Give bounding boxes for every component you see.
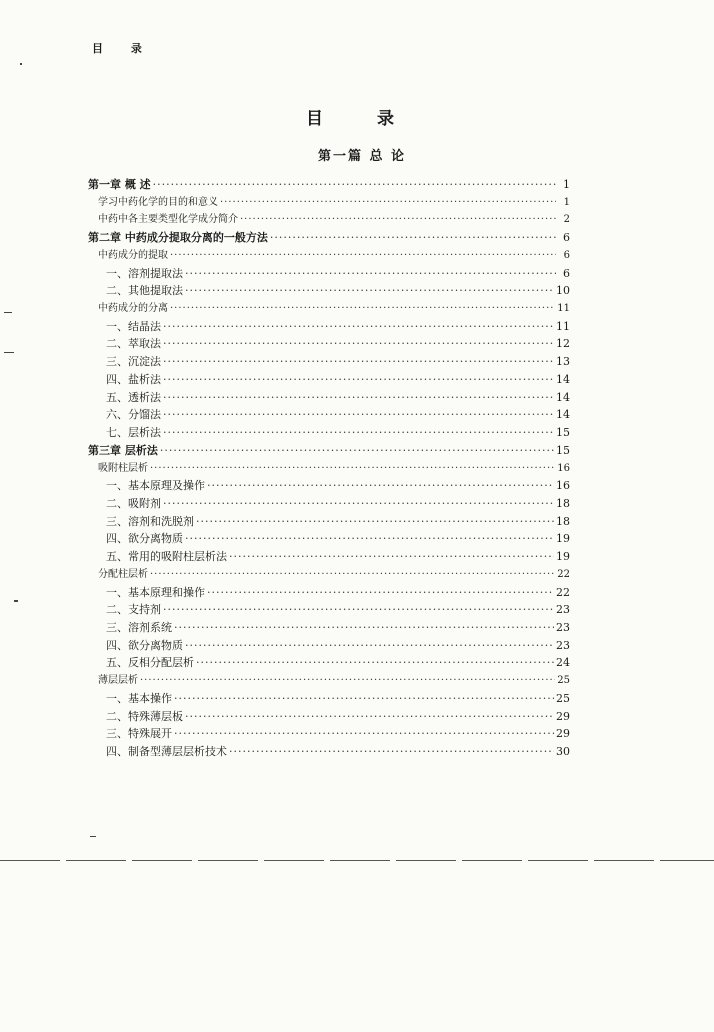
toc-subsection[interactable]	[88, 601, 570, 619]
toc-leader-dots	[163, 318, 554, 336]
toc-subsection[interactable]	[88, 690, 570, 708]
toc-leader-dots	[163, 424, 554, 442]
toc-entry-label: 二、吸附剂	[106, 496, 161, 510]
toc-subsection[interactable]	[88, 495, 570, 513]
toc-section[interactable]	[88, 300, 570, 318]
toc-leader-dots	[163, 371, 554, 389]
toc-leader-dots	[170, 300, 555, 318]
toc-page-number: 16	[557, 462, 570, 474]
toc-subsection[interactable]	[88, 654, 570, 672]
toc-entry-label: 六、分馏法	[106, 408, 161, 422]
toc-section[interactable]	[88, 211, 570, 229]
toc-entry-label: 第三章 层析法	[88, 443, 158, 457]
toc-subsection[interactable]	[88, 743, 570, 761]
toc-page-number: 22	[556, 585, 570, 599]
toc-page-number: 25	[556, 691, 570, 705]
toc-leader-dots	[207, 584, 554, 602]
toc-leader-dots	[163, 495, 554, 513]
toc-leader-dots	[150, 566, 555, 584]
toc-page-number: 23	[556, 620, 570, 634]
toc-page-number: 1	[563, 196, 570, 208]
toc-subsection[interactable]	[88, 637, 570, 655]
toc-subsection[interactable]	[88, 282, 570, 300]
toc-entry-label: 第一章 概 述	[88, 178, 151, 191]
toc-leader-dots	[185, 265, 556, 283]
toc-leader-dots	[160, 442, 554, 460]
toc-leader-dots	[174, 619, 554, 637]
toc-section[interactable]	[88, 672, 570, 690]
toc-entry-label: 一、基本操作	[106, 691, 172, 705]
toc-subsection[interactable]	[88, 477, 570, 495]
toc-leader-dots	[220, 194, 556, 212]
toc-leader-dots	[140, 672, 555, 690]
toc-subsection[interactable]	[88, 424, 570, 442]
toc-page-number: 10	[556, 284, 570, 298]
toc-leader-dots	[163, 335, 554, 353]
part-title: 第一篇 总 论	[317, 149, 407, 164]
toc-entry-label: 学习中药化学的目的和意义	[98, 196, 218, 208]
toc-page-number: 2	[563, 214, 570, 226]
toc-page-number: 14	[556, 390, 570, 404]
toc-leader-dots	[196, 654, 554, 672]
toc-page-number: 6	[563, 266, 570, 280]
page-title: 目 录	[306, 109, 418, 129]
toc-section[interactable]	[88, 247, 570, 265]
toc-page-number: 19	[556, 532, 570, 546]
toc-subsection[interactable]	[88, 353, 570, 371]
scan-speck	[90, 836, 96, 837]
toc-entry-label: 中药成分的提取	[98, 249, 168, 261]
toc-entry-label: 一、结晶法	[106, 319, 161, 333]
toc-entry-label: 七、层析法	[106, 426, 161, 440]
toc-page-number: 6	[563, 231, 570, 245]
scan-speck	[14, 600, 18, 602]
toc-entry-label: 中药中各主要类型化学成分简介	[98, 214, 238, 226]
table-of-contents	[88, 176, 570, 761]
toc-leader-dots	[170, 247, 556, 265]
toc-page-number: 23	[556, 603, 570, 617]
toc-subsection[interactable]	[88, 265, 570, 283]
toc-subsection[interactable]	[88, 725, 570, 743]
toc-page-number: 22	[557, 568, 570, 580]
toc-page-number: 15	[556, 426, 570, 440]
toc-entry-label: 分配柱层析	[98, 568, 148, 580]
toc-page-number: 14	[556, 408, 570, 422]
toc-entry-label: 薄层层析	[98, 675, 138, 687]
toc-leader-dots	[163, 353, 554, 371]
toc-entry-label: 四、盐析法	[106, 372, 161, 386]
toc-leader-dots	[196, 513, 554, 531]
toc-entry-label: 一、基本原理及操作	[106, 479, 205, 493]
toc-leader-dots	[229, 548, 554, 566]
toc-leader-dots	[150, 460, 555, 478]
toc-subsection[interactable]	[88, 371, 570, 389]
toc-entry-label: 二、萃取法	[106, 337, 161, 351]
toc-leader-dots	[174, 725, 554, 743]
scan-speck	[4, 312, 12, 313]
toc-leader-dots	[153, 176, 556, 194]
toc-entry-label: 五、反相分配层析	[106, 656, 194, 670]
toc-entry-label: 三、溶剂系统	[106, 620, 172, 634]
toc-page-number: 11	[557, 303, 570, 315]
toc-page-number: 25	[557, 675, 570, 687]
toc-page-number: 16	[556, 479, 570, 493]
toc-page-number: 15	[556, 443, 570, 457]
toc-leader-dots	[240, 211, 556, 229]
toc-page-number: 23	[556, 638, 570, 652]
toc-leader-dots	[185, 530, 554, 548]
toc-entry-label: 五、常用的吸附柱层析法	[106, 550, 227, 564]
toc-subsection[interactable]	[88, 389, 570, 407]
toc-entry-label: 三、特殊展开	[106, 727, 172, 741]
toc-leader-dots	[185, 637, 554, 655]
scan-speck	[20, 63, 22, 65]
toc-entry-label: 二、其他提取法	[106, 284, 183, 298]
toc-subsection[interactable]	[88, 708, 570, 726]
toc-leader-dots	[163, 406, 554, 424]
toc-subsection[interactable]	[88, 335, 570, 353]
toc-entry-label: 中药成分的分离	[98, 303, 168, 315]
toc-page-number: 18	[556, 496, 570, 510]
toc-leader-dots	[163, 389, 554, 407]
toc-page-number: 11	[556, 319, 570, 333]
scan-speck	[4, 352, 14, 353]
toc-page-number: 19	[556, 550, 570, 564]
toc-leader-dots	[185, 708, 554, 726]
toc-section[interactable]	[88, 566, 570, 584]
toc-page-number: 13	[556, 355, 570, 369]
toc-entry-label: 一、基本原理和操作	[106, 585, 205, 599]
toc-entry-label: 三、溶剂和洗脱剂	[106, 514, 194, 528]
toc-subsection[interactable]	[88, 548, 570, 566]
toc-subsection[interactable]	[88, 406, 570, 424]
toc-entry-label: 吸附柱层析	[98, 462, 148, 474]
toc-subsection[interactable]	[88, 619, 570, 637]
toc-leader-dots	[270, 229, 556, 247]
toc-chapter[interactable]	[88, 176, 570, 194]
toc-page-number: 12	[556, 337, 570, 351]
toc-page-number: 6	[563, 249, 570, 261]
toc-leader-dots	[174, 690, 554, 708]
toc-leader-dots	[163, 601, 554, 619]
toc-entry-label: 五、透析法	[106, 390, 161, 404]
toc-page-number: 14	[556, 372, 570, 386]
toc-entry-label: 一、溶剂提取法	[106, 266, 183, 280]
toc-subsection[interactable]	[88, 513, 570, 531]
scan-edge-rule	[0, 860, 714, 861]
toc-section[interactable]	[88, 460, 570, 478]
toc-leader-dots	[229, 743, 554, 761]
toc-entry-label: 四、欲分离物质	[106, 638, 183, 652]
toc-page-number: 29	[556, 709, 570, 723]
toc-chapter[interactable]	[88, 229, 570, 247]
toc-leader-dots	[207, 477, 554, 495]
toc-page-number: 30	[556, 745, 570, 758]
toc-page-number: 24	[556, 656, 570, 670]
toc-entry-label: 二、支持剂	[106, 603, 161, 617]
toc-chapter[interactable]	[88, 442, 570, 460]
toc-leader-dots	[185, 282, 554, 300]
toc-entry-label: 四、制备型薄层层析技术	[106, 745, 227, 758]
toc-subsection[interactable]	[88, 530, 570, 548]
toc-page-number: 1	[563, 178, 570, 191]
running-header: 目 录	[92, 42, 154, 55]
toc-entry-label: 四、欲分离物质	[106, 532, 183, 546]
toc-subsection[interactable]	[88, 584, 570, 602]
toc-entry-label: 三、沉淀法	[106, 355, 161, 369]
toc-subsection[interactable]	[88, 318, 570, 336]
toc-page-number: 18	[556, 514, 570, 528]
toc-page-number: 29	[556, 727, 570, 741]
toc-entry-label: 二、特殊薄层板	[106, 709, 183, 723]
toc-entry-label: 第二章 中药成分提取分离的一般方法	[88, 231, 268, 245]
toc-section[interactable]	[88, 194, 570, 212]
